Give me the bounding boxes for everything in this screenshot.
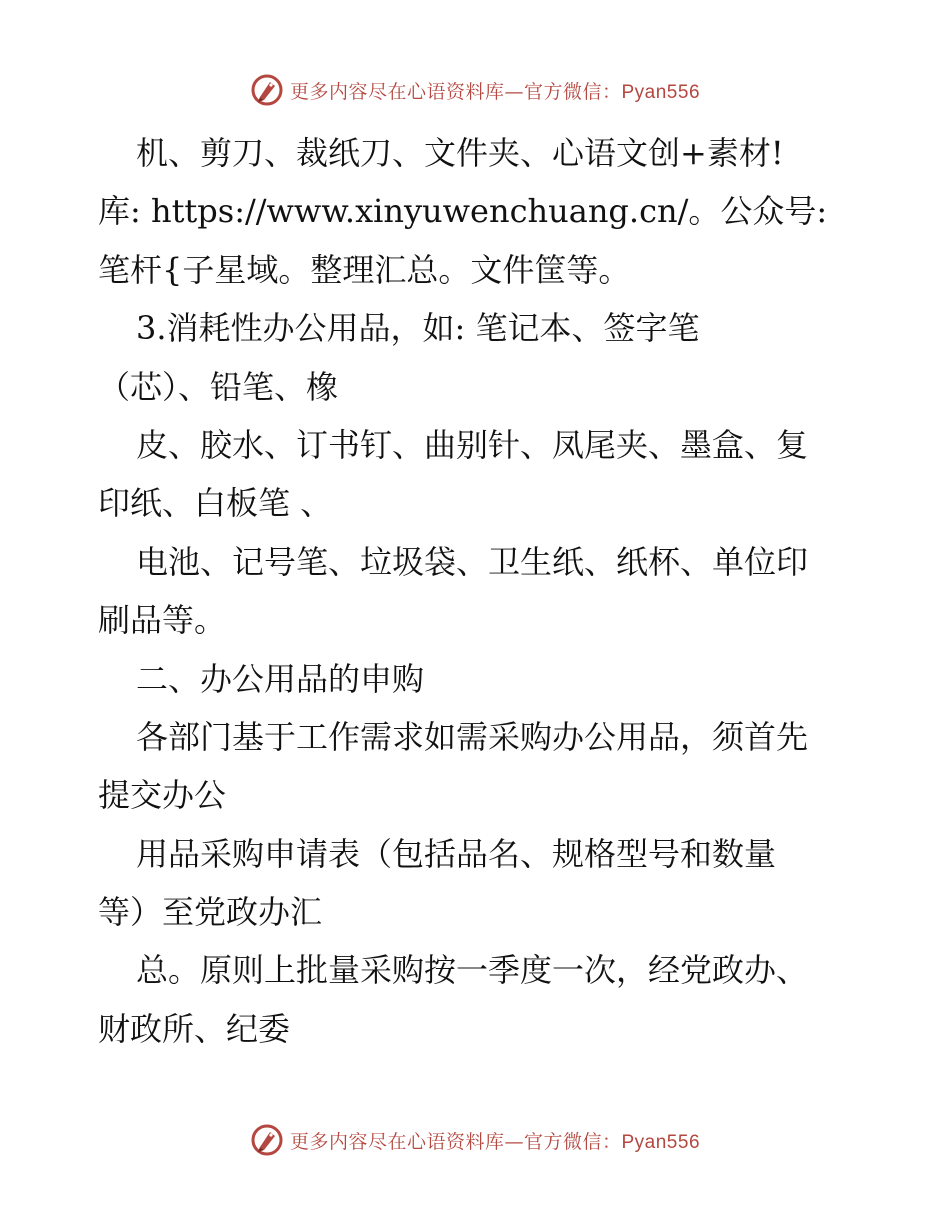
- footer-banner-text: [290, 1127, 700, 1154]
- pen-nib-circle-icon: [250, 73, 284, 107]
- header-banner: [0, 70, 950, 110]
- body-line: 刷品等。: [98, 601, 227, 640]
- footer-banner-wechat: Pyan556: [621, 1131, 701, 1153]
- body-line: 等）至党政办汇: [98, 893, 323, 932]
- body-line: （芯）、铅笔、橡: [98, 367, 339, 406]
- header-banner-wechat: Pyan556: [621, 81, 701, 103]
- body-line: 笔杆{子星域。整理汇总。文件筐等。: [98, 250, 631, 289]
- body-line: 电池、记号笔、垃圾袋、卫生纸、纸杯、单位印: [136, 542, 809, 581]
- footer-banner: [0, 1120, 950, 1160]
- body-line: 皮、胶水、订书钉、曲别针、凤尾夹、墨盒、复: [136, 425, 809, 464]
- pen-nib-circle-icon: [250, 1123, 284, 1157]
- body-line: 库: https://www.xinyuwenchuang.cn/。公众号:: [98, 192, 828, 231]
- body-line: 用品采购申请表（包括品名、规格型号和数量: [136, 834, 777, 873]
- body-line: 财政所、纪委: [98, 1009, 291, 1048]
- body-line: 二、办公用品的申购: [136, 659, 425, 698]
- footer-banner-label: 更多内容尽在心语资料库—官方微信：: [289, 1130, 622, 1153]
- header-banner-text: [290, 77, 700, 104]
- document-body: [98, 124, 888, 1058]
- body-line: 各部门基于工作需求如需采购办公用品，须首先: [136, 717, 809, 756]
- body-line: 机、剪刀、裁纸刀、文件夹、心语文创+素材!: [136, 134, 784, 172]
- body-line: 总。原则上批量采购按一季度一次，经党政办、: [136, 951, 809, 990]
- body-line: 3.消耗性办公用品，如: 笔记本、签字笔: [136, 309, 700, 348]
- header-banner-label: 更多内容尽在心语资料库—官方微信：: [289, 80, 622, 103]
- body-line: 印纸、白板笔 、: [98, 484, 333, 523]
- body-line: 提交办公: [98, 776, 227, 815]
